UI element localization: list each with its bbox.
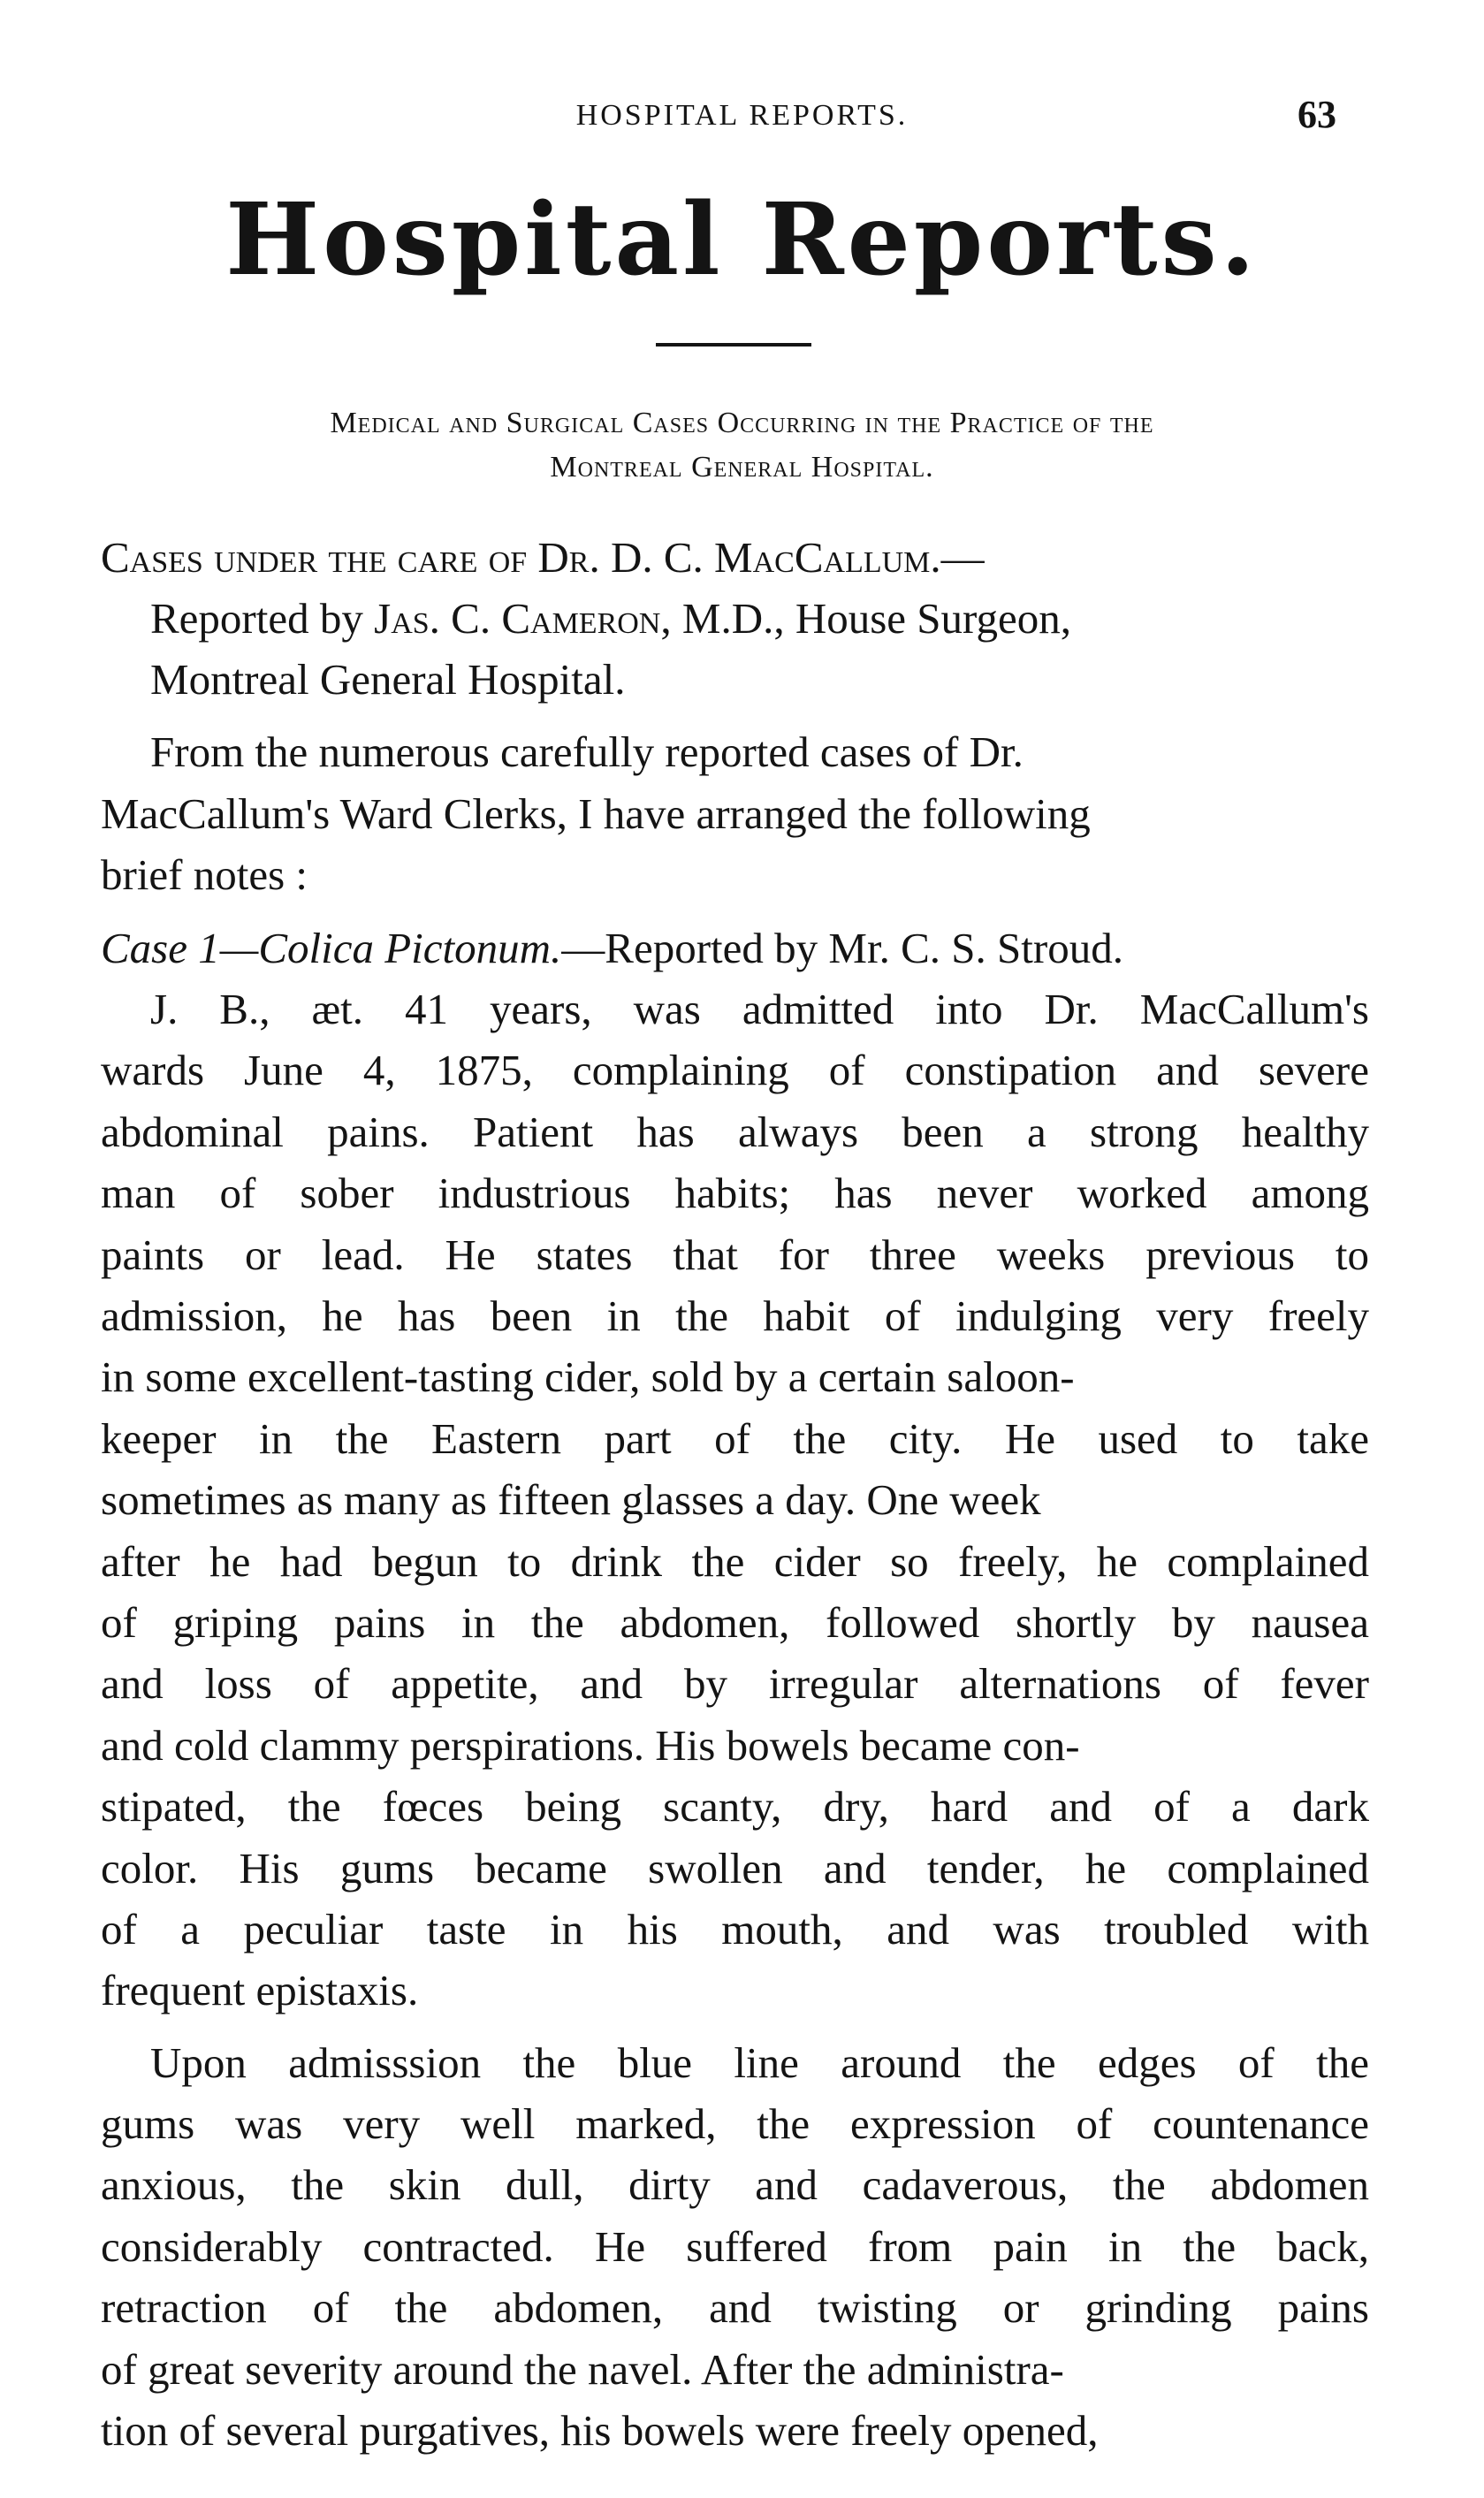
paragraph2-line-6: of great severity around the navel. After the administra- xyxy=(101,2345,1064,2394)
running-head: HOSPITAL REPORTS. xyxy=(575,99,909,132)
case-heading xyxy=(101,918,1369,979)
paragraph1-line-11: of griping pains in the abdomen, followed shortly by nausea xyxy=(101,1598,1369,1647)
paragraph1-line-10: after he had begun to drink the cider so freely, he complained xyxy=(101,1537,1369,1586)
paragraph1-line-8: keeper in the Eastern part of the city. He used to take xyxy=(101,1414,1369,1463)
case-reporter: —Reported by Mr. C. S. Stroud. xyxy=(561,924,1123,972)
paragraph1-line-12: and loss of appetite, and by irregular alternations of fever xyxy=(101,1659,1369,1708)
paragraph1-line-16: of a peculiar taste in his mouth, and was troubled with xyxy=(101,1905,1369,1953)
paragraph2-line-3: anxious, the skin dull, dirty and cadaverous, the abdomen xyxy=(101,2160,1369,2209)
intro-line-2: MacCallum's Ward Clerks, I have arranged the following xyxy=(101,789,1091,838)
paragraph1-line-13: and cold clammy perspirations. His bowels became con- xyxy=(101,1721,1080,1770)
paragraph1-line-14: stipated, the fœces being scanty, dry, hard and of a dark xyxy=(101,1782,1369,1831)
paragraph1-line-3: abdominal pains. Patient has always been a strong healthy xyxy=(101,1108,1369,1156)
paragraph2-line-2: gums was very well marked, the expression of countenance xyxy=(101,2099,1369,2148)
paragraph2-line-1: Upon admisssion the blue line around the edges of the xyxy=(150,2038,1369,2087)
cases-heading-line-1: Cases under the care of Dr. D. C. MacCallum.— xyxy=(101,533,985,582)
case-label: Case 1—Colica Pictonum. xyxy=(101,924,562,972)
paragraph2-line-7: tion of several purgatives, his bowels were freely opened, xyxy=(101,2406,1099,2455)
intro-line-1: From the numerous carefully reported cases of Dr. xyxy=(150,727,1024,776)
cases-heading-line-3: Montreal General Hospital. xyxy=(150,655,626,704)
paragraph1-line-4: man of sober industrious habits; has never worked among xyxy=(101,1169,1369,1217)
subtitle-line-2: Montreal General Hospital. xyxy=(550,451,934,484)
paragraph1-line-5: paints or lead. He states that for three weeks previous to xyxy=(101,1230,1369,1279)
paragraph2-line-5: retraction of the abdomen, and twisting or grinding pains xyxy=(101,2283,1369,2332)
paragraph1-line-17: frequent epistaxis. xyxy=(101,1966,419,2014)
cases-heading-reporter-title: M.D., House Surgeon, xyxy=(671,594,1071,643)
page-title: Hospital Reports. xyxy=(225,182,1259,298)
page-number: 63 xyxy=(1298,93,1336,136)
paragraph1-line-15: color. His gums became swollen and tender, he complained xyxy=(101,1844,1369,1893)
paragraph1-line-7: in some excellent-tasting cider, sold by a certain saloon- xyxy=(101,1352,1075,1401)
title-rule xyxy=(656,343,811,347)
paragraph1-line-9: sometimes as many as fifteen glasses a day. One week xyxy=(101,1475,1041,1524)
subtitle-line-1: Medical and Surgical Cases Occurring in the Practice of the xyxy=(330,407,1154,439)
cases-heading-line-2 xyxy=(150,588,1369,649)
paragraph2-line-4: considerably contracted. He suffered from pain in the back, xyxy=(101,2222,1369,2271)
paragraph1-line-6: admission, he has been in the habit of indulging very freely xyxy=(101,1291,1369,1340)
intro-line-3: brief notes : xyxy=(101,850,308,899)
paragraph1-line-1: J. B., æt. 41 years, was admitted into Dr. MacCallum's xyxy=(150,985,1369,1033)
cases-heading-reporter-name: Jas. C. Cameron, xyxy=(374,594,672,643)
cases-heading-reported-by: Reported by xyxy=(150,594,375,643)
paragraph1-line-2: wards June 4, 1875, complaining of constipation and severe xyxy=(101,1046,1369,1094)
